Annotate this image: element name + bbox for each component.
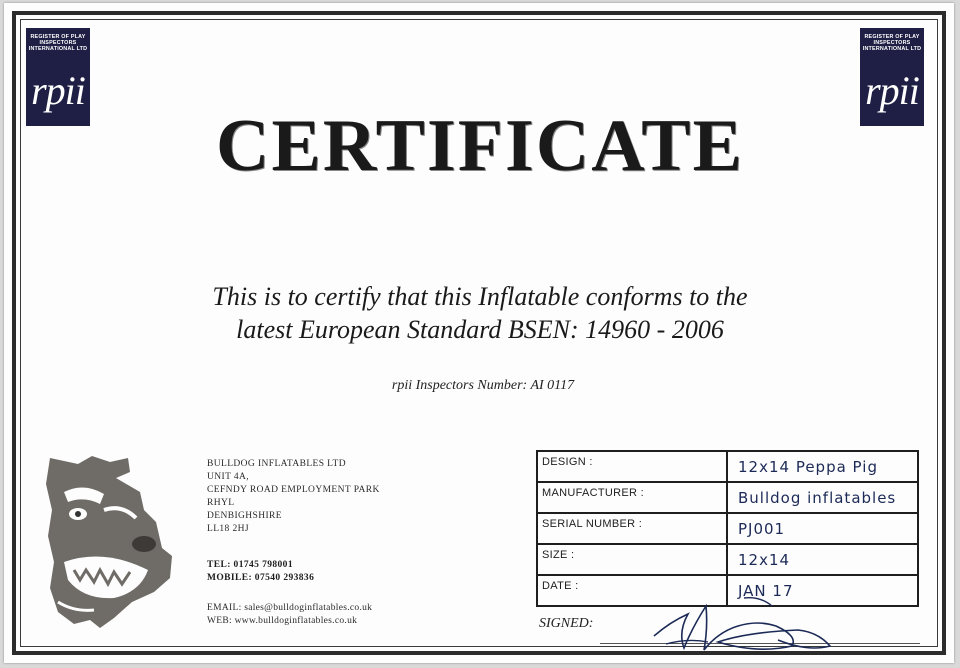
email: EMAIL: sales@bulldoginflatables.co.uk xyxy=(207,603,373,613)
design-label: DESIGN : xyxy=(537,451,727,482)
inspector-number: rpii Inspectors Number: AI 0117 xyxy=(391,378,575,393)
certificate-title: CERTIFICATE xyxy=(216,105,744,187)
serial-number-label: SERIAL NUMBER : xyxy=(537,513,727,544)
bulldog-logo-icon xyxy=(44,452,174,632)
statement-line-1: This is to certify that this Inflatable conforms to the xyxy=(212,282,748,311)
manufacturer-label: MANUFACTURER : xyxy=(537,482,727,513)
size-label: SIZE : xyxy=(537,544,727,575)
signed-label: SIGNED: xyxy=(539,616,594,631)
date-label: DATE : xyxy=(537,575,727,606)
signature-icon xyxy=(648,592,838,658)
conformity-statement xyxy=(0,280,960,346)
website: WEB: www.bulldoginflatables.co.uk xyxy=(207,616,358,626)
company-contact xyxy=(207,602,372,628)
address-line: DENBIGHSHIRE xyxy=(207,511,282,521)
address-line: BULLDOG INFLATABLES LTD xyxy=(207,459,346,469)
table-row xyxy=(537,544,918,575)
statement-line-2: latest European Standard BSEN: 14960 - 2006 xyxy=(236,315,724,344)
rpii-logo-mark: rpii xyxy=(865,67,919,113)
design-value: 12x14 Peppa Pig xyxy=(727,451,918,482)
rpii-logo-tagline: REGISTER OF PLAY INSPECTORS INTERNATIONAL LTD xyxy=(862,34,922,53)
table-row xyxy=(537,513,918,544)
address-line: LL18 2HJ xyxy=(207,524,249,534)
address-line: CEFNDY ROAD EMPLOYMENT PARK xyxy=(207,485,380,495)
size-value: 12x14 xyxy=(727,544,918,575)
address-line: UNIT 4A, xyxy=(207,472,250,482)
company-address xyxy=(207,458,380,536)
rpii-logo-mark: rpii xyxy=(31,67,85,113)
inflatable-details-table xyxy=(536,450,919,607)
company-phones xyxy=(207,559,314,585)
table-row xyxy=(537,482,918,513)
telephone: TEL: 01745 798001 xyxy=(207,560,293,570)
mobile: MOBILE: 07540 293836 xyxy=(207,573,315,583)
address-line: RHYL xyxy=(207,498,235,508)
table-row xyxy=(537,451,918,482)
date-value: JAN 17 xyxy=(727,575,918,606)
rpii-logo-tagline: REGISTER OF PLAY INSPECTORS INTERNATIONAL LTD xyxy=(28,34,88,53)
manufacturer-value: Bulldog inflatables xyxy=(727,482,918,513)
serial-number-value: PJ001 xyxy=(727,513,918,544)
